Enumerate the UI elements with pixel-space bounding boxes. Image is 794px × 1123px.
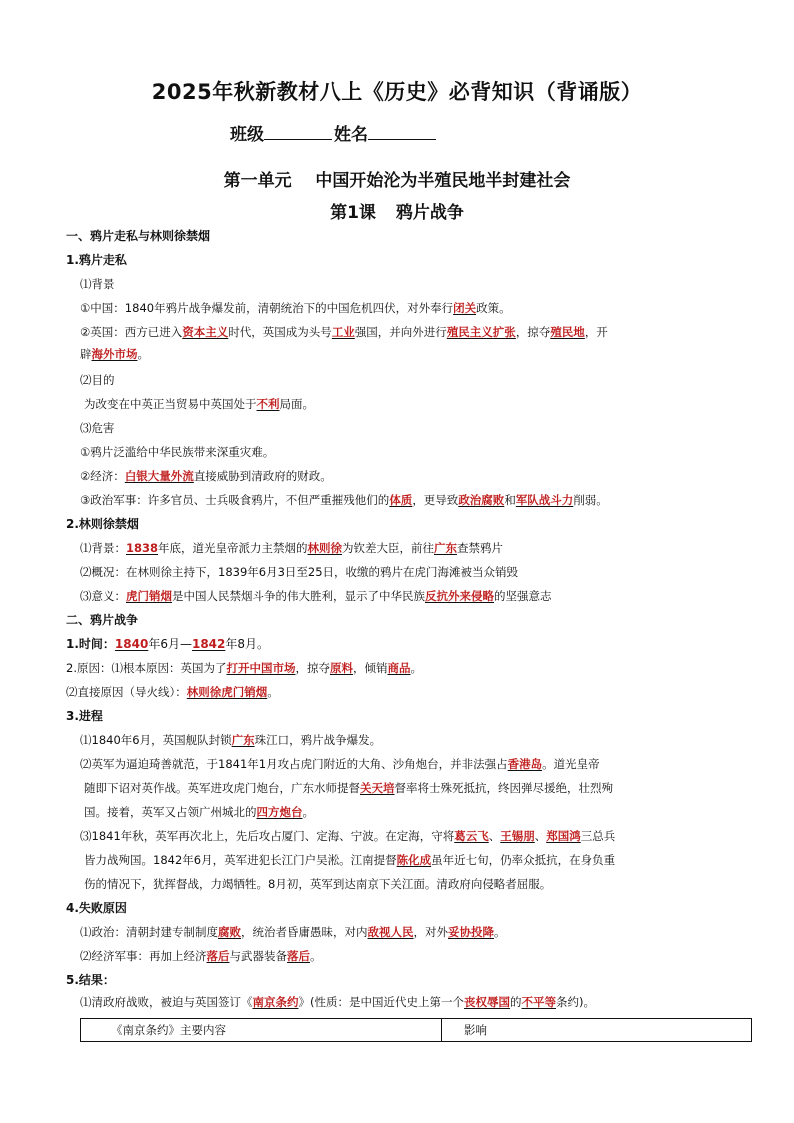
key-term: 政治腐败 — [458, 493, 505, 507]
key-term: 林则徐 — [307, 541, 343, 555]
key-term: 腐败 — [218, 925, 241, 939]
text: 年6月— — [148, 637, 192, 651]
ban-overview: ⑵概况：在林则徐主持下，1839年6月3日至25日，收缴的鸦片在虎门海滩被当众销毁 — [80, 565, 519, 579]
class-name-line — [230, 120, 438, 145]
text: ⑵英军为逼迫琦善就范，于1841年1月攻占虎门附近的大角、沙角炮台，并非法强占 — [80, 757, 508, 771]
text: 。 — [137, 347, 149, 361]
name-blank[interactable] — [368, 123, 436, 140]
key-term: 王锡朋 — [500, 829, 535, 843]
key-term: 郑国鸿 — [546, 829, 581, 843]
treaty-table — [80, 1018, 752, 1042]
table-header-content: 《南京条约》主要内容 — [81, 1019, 442, 1042]
text: ⑶1841年秋，英军再次北上，先后攻占厦门、定海、宁波。在定海，守将 — [80, 829, 455, 843]
text: 是中国人民禁烟斗争的伟大胜利，显示了中华民族 — [172, 589, 425, 603]
key-term: 1838 — [126, 541, 159, 555]
failure-heading: 4.失败原因 — [66, 901, 127, 915]
background-britain-cont — [80, 346, 750, 362]
key-term: 林则徐虎门销烟 — [186, 685, 268, 699]
lesson-title — [0, 198, 794, 223]
process-2-end — [84, 804, 754, 820]
process-heading: 3.进程 — [66, 709, 103, 723]
key-term: 原料 — [329, 661, 353, 675]
key-term: 南京条约 — [252, 995, 299, 1009]
lesson-number: 第1课 — [330, 203, 376, 223]
text: 时代，英国成为头号 — [228, 325, 332, 339]
background-heading: ⑴背景 — [80, 277, 115, 291]
text: 年8月。 — [225, 637, 270, 651]
key-term: 四方炮台 — [256, 805, 303, 819]
class-label: 班级 — [230, 125, 264, 145]
purpose-text — [84, 396, 754, 412]
text: 。 — [267, 685, 279, 699]
text: ⑵直接原因（导火线）： — [66, 685, 187, 699]
text: 的坚强意志 — [494, 589, 552, 603]
text: 的 — [510, 995, 522, 1009]
ban-significance — [80, 588, 750, 604]
key-term: 不平等 — [521, 995, 556, 1009]
text: 2.原因：⑴根本原因：英国为了 — [66, 661, 227, 675]
harm-3 — [80, 492, 750, 508]
text: 三总兵 — [580, 829, 616, 843]
war-cause-direct — [66, 684, 736, 700]
text: 强国，并向外进行 — [354, 325, 447, 339]
text: 1.时间： — [66, 637, 115, 651]
text: 国。接着，英军又占领广州城北的 — [84, 805, 257, 819]
text: ③政治军事：许多官员、士兵吸食鸦片，不但严重摧残他们的 — [80, 493, 390, 507]
key-term: 1842 — [191, 637, 226, 651]
text: 年底，道光皇帝派力主禁烟的 — [158, 541, 308, 555]
text: ①中国：1840年鸦片战争爆发前，清朝统治下的中国危机四伏，对外奉行 — [80, 301, 454, 315]
key-term: 打开中国市场 — [226, 661, 296, 675]
process-3-cont — [84, 852, 754, 868]
document-title: 2025年秋新教材八上《历史》必背知识（背诵版） — [151, 80, 643, 104]
key-term: 陈化成 — [396, 853, 432, 867]
key-term: 体质 — [389, 493, 413, 507]
key-term: 白银大量外流 — [124, 469, 194, 483]
key-term: 敌视人民 — [367, 925, 414, 939]
process-1 — [80, 732, 750, 748]
text: ②英国：西方已进入 — [80, 325, 183, 339]
key-term: 1840 — [114, 637, 149, 651]
text: ⑴政治：清朝封建专制制度 — [80, 925, 218, 939]
background-china — [80, 300, 750, 316]
text: ，掠夺 — [515, 325, 551, 339]
text: 。 — [302, 805, 314, 819]
key-term: 殖民主义扩张 — [446, 325, 516, 339]
text: 为钦差大臣，前往 — [342, 541, 435, 555]
lesson-name: 鸦片战争 — [395, 203, 464, 223]
name-label: 姓名 — [334, 125, 368, 145]
subsection-heading-smuggling: 1.鸦片走私 — [66, 253, 127, 267]
ban-background — [80, 540, 750, 556]
harm-2 — [80, 468, 750, 484]
failure-political — [80, 924, 750, 940]
key-term: 妥协投降 — [448, 925, 494, 939]
key-term: 殖民地 — [550, 325, 585, 339]
text: ⑴清政府战败，被迫与英国签订《 — [80, 995, 253, 1009]
text: ，掠夺 — [295, 661, 330, 675]
key-term: 落后 — [206, 949, 230, 963]
text: 。 — [494, 925, 506, 939]
text: 。 — [410, 661, 422, 675]
text: 查禁鸦片 — [457, 541, 504, 555]
text: ，开 — [584, 325, 608, 339]
key-term: 反抗外来侵略 — [425, 589, 494, 603]
text: 、 — [534, 829, 547, 843]
text: ，对外 — [413, 925, 448, 939]
key-term: 广东 — [231, 733, 255, 747]
class-blank[interactable] — [264, 123, 332, 140]
background-britain — [80, 324, 750, 340]
text: 虽年近七旬，仍率众抵抗，在身负重 — [431, 853, 616, 867]
text: 珠江口，鸦片战争爆发。 — [254, 733, 382, 747]
harm-1: ①鸦片泛滥给中华民族带来深重灾难。 — [80, 445, 275, 459]
text: 条约)。 — [556, 995, 595, 1009]
text: 、 — [488, 829, 501, 843]
failure-economic — [80, 948, 750, 964]
text: 与武器装备 — [229, 949, 287, 963]
key-term: 军队战斗力 — [515, 493, 574, 507]
war-cause-root — [66, 660, 736, 676]
section-heading-2: 二、鸦片战争 — [66, 613, 139, 627]
section-heading-1: 一、鸦片走私与林则徐禁烟 — [66, 229, 211, 243]
text: ⑵经济军事：再加上经济 — [80, 949, 207, 963]
process-3 — [80, 828, 750, 844]
text: 。 — [310, 949, 322, 963]
key-term: 关天培 — [360, 781, 395, 795]
text: 督率将士殊死抵抗，终因弹尽援绝，壮烈殉 — [394, 781, 613, 795]
text: ，更导致 — [412, 493, 459, 507]
war-time — [66, 636, 736, 652]
text: ，倾销 — [352, 661, 388, 675]
key-term: 广东 — [434, 541, 458, 555]
result-heading: 5.结果： — [66, 973, 115, 987]
text: 削弱。 — [573, 493, 608, 507]
process-2 — [80, 756, 750, 772]
key-term: 海外市场 — [91, 347, 138, 361]
key-term: 丧权辱国 — [464, 995, 510, 1009]
text: ②经济： — [80, 469, 125, 483]
purpose-heading: ⑵目的 — [80, 373, 115, 387]
text: 局面。 — [279, 397, 314, 411]
key-term: 香港岛 — [507, 757, 543, 771]
text: ⑶意义： — [80, 589, 126, 603]
text: 直接威胁到清政府的财政。 — [193, 469, 332, 483]
text: ，统治者昏庸愚昧，对内 — [241, 925, 368, 939]
text: 辟 — [80, 347, 92, 361]
process-3-end: 伤的情况下，犹挥督战，力竭牺牲。8月初，英军到达南京下关江面。清政府向侵略者屈服。 — [84, 877, 552, 891]
text: 为改变在中英正当贸易中英国处于 — [84, 397, 257, 411]
result-treaty — [80, 994, 750, 1010]
table-header-row — [81, 1019, 752, 1042]
key-term: 工业 — [331, 325, 355, 339]
subsection-heading-ban: 2.林则徐禁烟 — [66, 517, 139, 531]
text: 皆力战殉国。1842年6月，英军进犯长江门户吴淞。江南提督 — [84, 853, 397, 867]
key-term: 虎门销烟 — [126, 589, 172, 603]
process-2-cont — [84, 780, 754, 796]
unit-title: 第一单元 中国开始沦为半殖民地半封建社会 — [223, 171, 571, 191]
text: 和 — [504, 493, 516, 507]
text: ⑴背景： — [80, 541, 126, 555]
text: ⑴1840年6月，英国舰队封锁 — [80, 733, 232, 747]
key-term: 商品 — [387, 661, 411, 675]
harm-heading: ⑶危害 — [80, 421, 115, 435]
table-header-impact: 影响 — [442, 1019, 752, 1042]
key-term: 不利 — [256, 397, 280, 411]
key-term: 闭关 — [453, 301, 477, 315]
text: 》(性质：是中国近代史上第一个 — [298, 995, 464, 1009]
text: 随即下诏对英作战。英军进攻虎门炮台，广东水师提督 — [84, 781, 360, 795]
text: 。道光皇帝 — [542, 757, 600, 771]
key-term: 资本主义 — [182, 325, 229, 339]
key-term: 葛云飞 — [454, 829, 489, 843]
text: 政策。 — [476, 301, 511, 315]
key-term: 落后 — [287, 949, 310, 963]
